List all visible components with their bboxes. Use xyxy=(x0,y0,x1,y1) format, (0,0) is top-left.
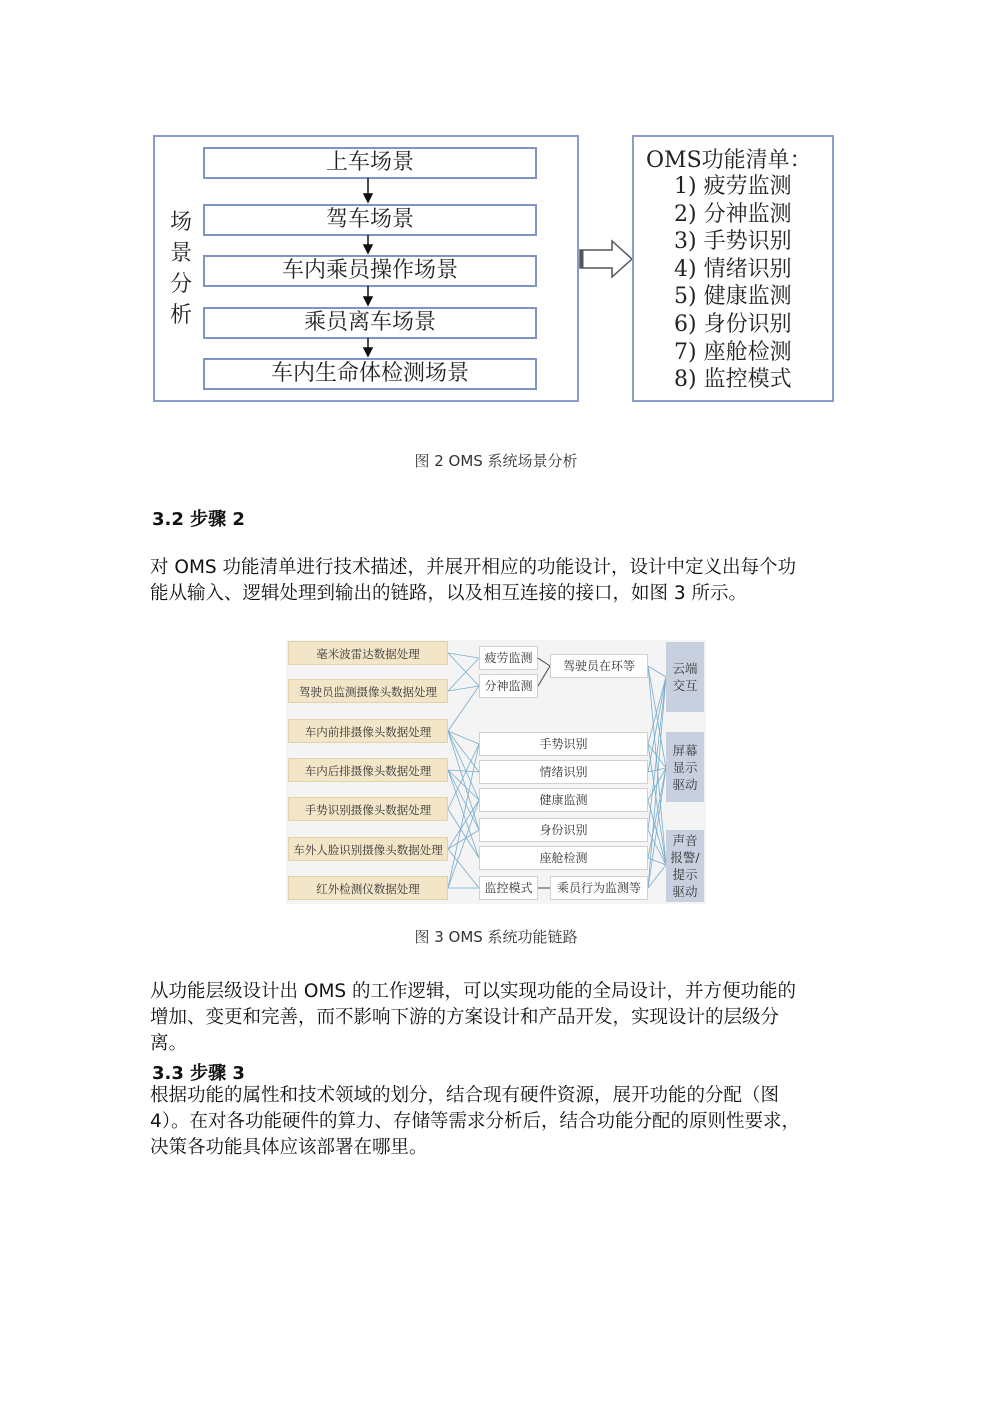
oms-list-title: OMS功能清单： xyxy=(646,148,812,173)
figure2-scene-panel xyxy=(153,135,579,402)
input-face-camera: 车外人脸识别摄像头数据处理 xyxy=(288,837,448,861)
input-gesture-camera: 手势识别摄像头数据处理 xyxy=(288,797,448,821)
side-label-char: 析 xyxy=(169,303,192,328)
output-line: 驱动 xyxy=(672,884,698,899)
scene-driving: 驾车场景 xyxy=(203,204,537,236)
oms-list-items xyxy=(674,173,792,394)
output-line: 云端 xyxy=(672,661,698,676)
function-identity: 身份识别 xyxy=(479,818,648,842)
paragraph-line: 对 OMS 功能清单进行技术描述，并展开相应的功能设计，设计中定义出每个功 xyxy=(150,557,797,578)
paragraph-line: 从功能层级设计出 OMS 的工作逻辑，可以实现功能的全局设计，并方便功能的 xyxy=(150,981,797,1002)
output-line: 显示 xyxy=(672,760,698,775)
oms-list-item: 2) 分神监测 xyxy=(674,201,792,227)
figure2-caption: 图 2 OMS 系统场景分析 xyxy=(414,452,578,470)
input-rear-camera: 车内后排摄像头数据处理 xyxy=(288,758,448,782)
function-driver-in-loop: 驾驶员在环等 xyxy=(550,654,648,678)
output-line: 屏幕 xyxy=(672,743,698,758)
scene-occupant-operation: 车内乘员操作场景 xyxy=(203,255,537,287)
paragraph-line: 离。 xyxy=(150,1033,188,1054)
function-health: 健康监测 xyxy=(479,788,648,812)
paragraph-line: 根据功能的属性和技术领域的划分，结合现有硬件资源，展开功能的分配（图 xyxy=(150,1085,780,1106)
paragraph-line: 能从输入、逻辑处理到输出的链路，以及相互连接的接口，如图 3 所示。 xyxy=(150,583,748,604)
oms-list-item: 1) 疲劳监测 xyxy=(674,174,792,199)
function-emotion: 情绪识别 xyxy=(479,760,648,784)
side-label-char: 景 xyxy=(169,241,192,266)
input-infrared: 红外检测仪数据处理 xyxy=(288,876,448,900)
output-cloud xyxy=(666,642,704,712)
output-sound xyxy=(666,830,704,902)
side-label-char: 分 xyxy=(169,272,192,297)
input-driver-camera: 驾驶员监测摄像头数据处理 xyxy=(288,679,448,703)
input-mmwave-radar: 毫米波雷达数据处理 xyxy=(288,641,448,665)
scene-leaving: 乘员离车场景 xyxy=(203,307,537,339)
side-label-char: 场 xyxy=(169,210,192,235)
figure3-caption: 图 3 OMS 系统功能链路 xyxy=(414,928,578,946)
section-3-3-heading: 3.3 步骤 3 xyxy=(152,1063,245,1084)
function-monitor-mode: 监控模式 xyxy=(479,876,538,900)
oms-list-item: 3) 手势识别 xyxy=(674,229,792,255)
oms-list-item: 4) 情绪识别 xyxy=(674,256,792,282)
function-fatigue: 疲劳监测 xyxy=(479,646,538,670)
output-screen xyxy=(666,732,704,802)
right-arrow-icon xyxy=(578,238,636,280)
section-3-2-heading: 3.2 步骤 2 xyxy=(152,509,245,530)
figure3-function-chain xyxy=(286,640,706,904)
output-line: 提示 xyxy=(672,867,698,882)
function-passenger-behavior: 乘员行为监测等 xyxy=(550,876,648,900)
paragraph-line: 决策各功能具体应该部署在哪里。 xyxy=(150,1137,428,1158)
function-gesture: 手势识别 xyxy=(479,732,648,756)
paragraph-line: 4）。在对各功能硬件的算力、存储等需求分析后，结合功能分配的原则性要求， xyxy=(150,1111,801,1132)
paragraph-line: 增加、变更和完善，而不影响下游的方案设计和产品开发，实现设计的层级分 xyxy=(150,1007,780,1028)
input-front-camera: 车内前排摄像头数据处理 xyxy=(288,719,448,743)
paragraph-layered-design xyxy=(150,979,850,1057)
output-line: 驱动 xyxy=(672,777,698,792)
output-line: 交互 xyxy=(672,678,698,693)
scene-flow-arrows xyxy=(153,135,579,402)
scene-boarding: 上车场景 xyxy=(203,147,537,179)
oms-function-list xyxy=(632,135,834,402)
section-3-2-paragraph xyxy=(150,555,850,607)
section-3-3-paragraph xyxy=(150,1083,850,1161)
output-line: 报警/ xyxy=(670,850,700,865)
function-cabin: 座舱检测 xyxy=(479,846,648,870)
scene-life-detection: 车内生命体检测场景 xyxy=(203,358,537,390)
oms-list-item: 7) 座舱检测 xyxy=(674,339,792,365)
output-line: 声音 xyxy=(672,833,698,848)
oms-list-item: 5) 健康监测 xyxy=(674,284,792,310)
oms-list-item: 6) 身份识别 xyxy=(674,311,792,337)
oms-list-item: 8) 监控模式 xyxy=(674,367,792,393)
function-distraction: 分神监测 xyxy=(479,674,538,698)
